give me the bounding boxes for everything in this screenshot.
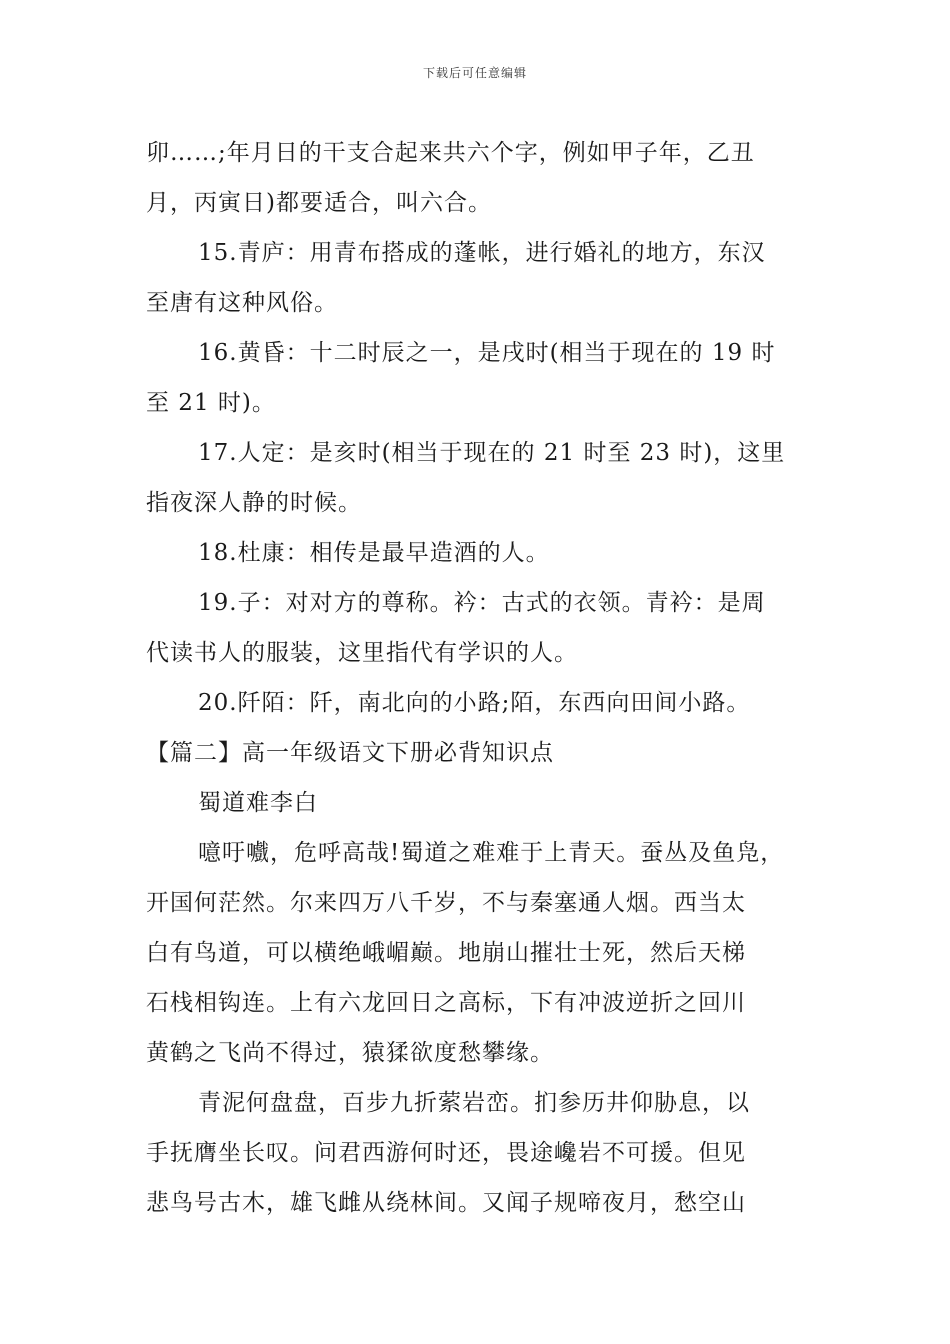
- text-line: 指夜深人静的时候。: [146, 490, 362, 516]
- text-line: 卯……;年月日的干支合起来共六个字，例如甲子年，乙丑: [146, 140, 755, 166]
- document-body: [146, 128, 810, 1228]
- text-line: 石栈相钩连。上有六龙回日之高标，下有冲波逆折之回川: [146, 990, 746, 1016]
- section-heading: 【篇二】高一年级语文下册必背知识点: [146, 740, 554, 766]
- text-line: 18.杜康：相传是最早造酒的人。: [198, 540, 550, 566]
- text-line: 开国何茫然。尔来四万八千岁，不与秦塞通人烟。西当太: [146, 890, 746, 916]
- text-line: 白有鸟道，可以横绝峨嵋巅。地崩山摧壮士死，然后天梯: [146, 940, 746, 966]
- text-line: 代读书人的服装，这里指代有学识的人。: [146, 640, 578, 666]
- text-line: 15.青庐：用青布搭成的蓬帐，进行婚礼的地方，东汉: [198, 240, 766, 266]
- text-line: 17.人定：是亥时(相当于现在的 21 时至 23 时)，这里: [198, 440, 786, 466]
- text-line: 19.子：对对方的尊称。衿：古式的衣领。青衿：是周: [198, 590, 766, 616]
- text-line: 20.阡陌：阡，南北向的小路;陌，东西向田间小路。: [198, 690, 751, 716]
- text-line: 黄鹤之飞尚不得过，猿猱欲度愁攀缘。: [146, 1040, 554, 1066]
- text-line: 16.黄昏：十二时辰之一，是戌时(相当于现在的 19 时: [198, 340, 776, 366]
- text-line: 青泥何盘盘，百步九折萦岩峦。扪参历井仰胁息，以: [198, 1090, 750, 1116]
- text-line: 悲鸟号古木，雄飞雌从绕林间。又闻子规啼夜月，愁空山: [146, 1190, 746, 1216]
- text-line: 手抚膺坐长叹。问君西游何时还，畏途巉岩不可援。但见: [146, 1140, 746, 1166]
- text-line: 至唐有这种风俗。: [146, 290, 338, 316]
- poem-title: 蜀道难李白: [198, 790, 318, 816]
- text-line: 月，丙寅日)都要适合，叫六合。: [146, 190, 492, 216]
- text-line: 至 21 时)。: [146, 390, 276, 416]
- text-line: 噫吁嚱，危呼高哉!蜀道之难难于上青天。蚕丛及鱼凫，: [198, 840, 785, 866]
- page-header: 下载后可任意编辑: [422, 66, 527, 80]
